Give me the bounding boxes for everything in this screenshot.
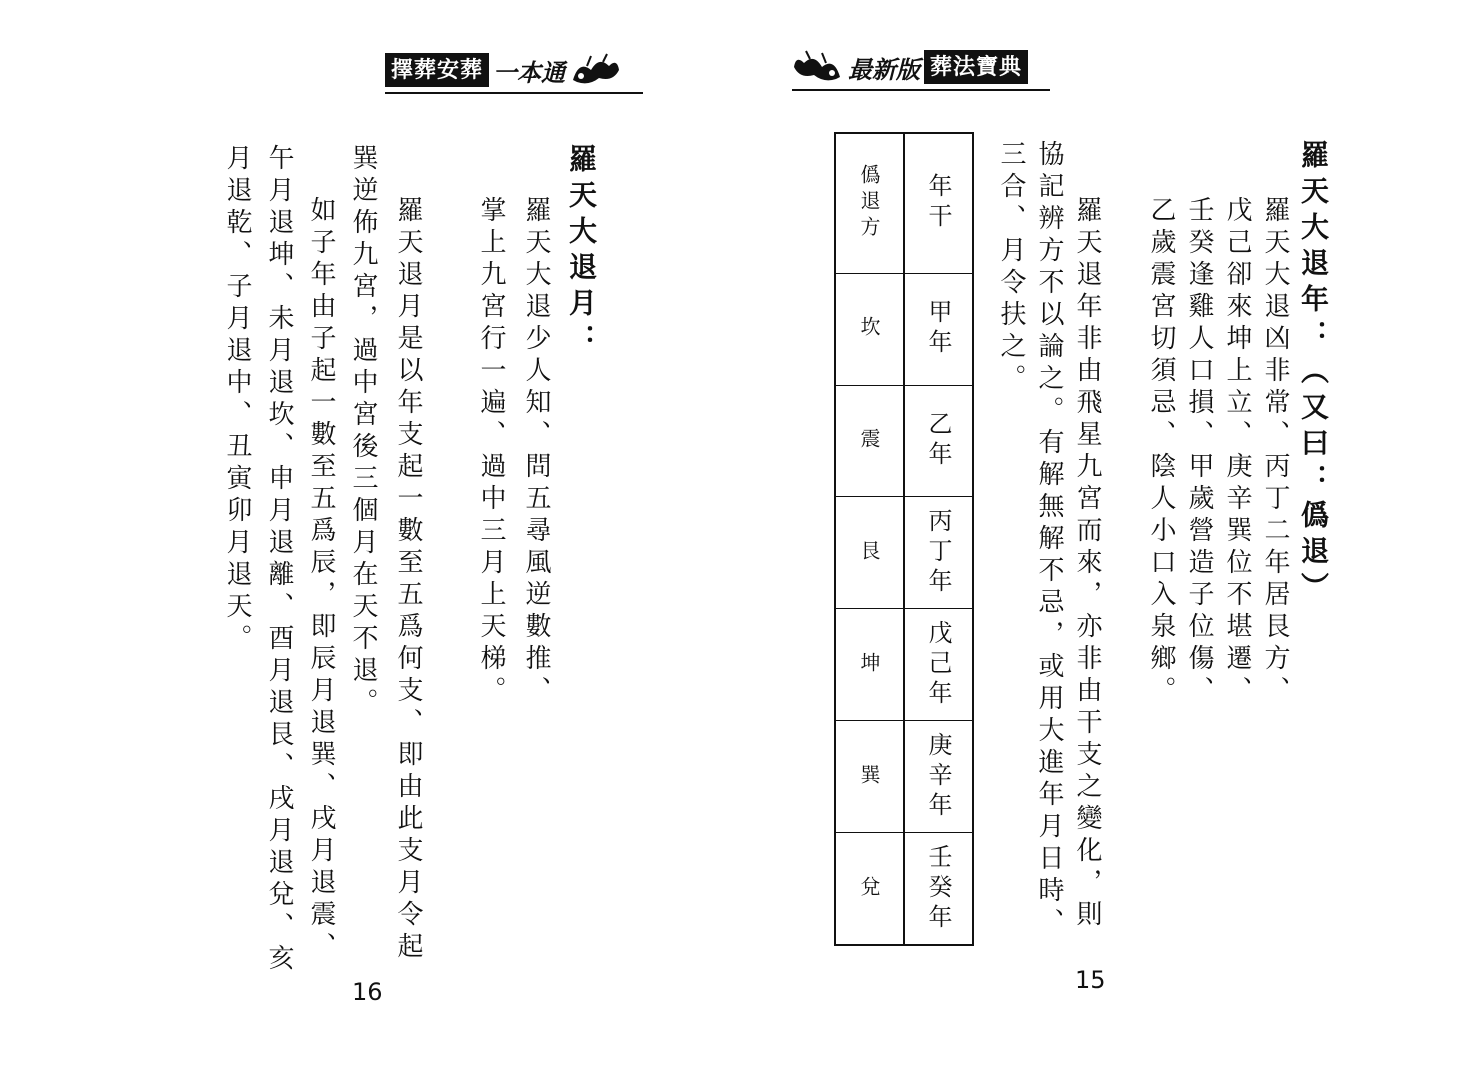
- table-cell-direction: 坎: [836, 274, 903, 386]
- table-cell-year: 庚辛年: [905, 721, 972, 833]
- table-header-year: 年干: [905, 134, 972, 274]
- right-header-box-text: 葬法寶典: [924, 50, 1028, 84]
- table-cell-direction: 巽: [836, 721, 903, 833]
- table-cell-year: 壬癸年: [924, 843, 952, 934]
- table-cell-direction: 坤: [836, 609, 903, 721]
- right-col-1: 羅天大退年：（又曰：僞退）: [1297, 140, 1330, 608]
- table-direction-column: [836, 134, 903, 944]
- dragon-icon: [569, 52, 621, 88]
- table-year-column: [903, 134, 972, 944]
- right-col-7: 協記辨方不以論之。有解無解不忌，或用大進年月日時、: [1034, 140, 1064, 940]
- right-col-3: 戊己卻來坤上立、庚辛巽位不堪遷、: [1222, 196, 1252, 708]
- right-header-text: 最新版: [848, 54, 920, 84]
- table-cell-direction: 震: [836, 386, 903, 498]
- right-col-8: 三合、月令扶之。: [996, 140, 1026, 396]
- right-header: [792, 45, 1050, 91]
- right-col-4: 壬癸逢雞人口損、甲歲營造子位傷、: [1184, 196, 1214, 708]
- left-col-7: 午月退坤、未月退坎、申月退離、酉月退艮、戌月退兌、亥: [264, 144, 294, 976]
- left-header: [385, 48, 643, 94]
- right-col-5: 乙歲震宮切須忌、陰人小口入泉鄉。: [1146, 196, 1176, 708]
- right-col-6: 羅天退年非由飛星九宮而來，亦非由干支之變化，則: [1072, 196, 1102, 932]
- right-page-number: 15: [1075, 966, 1106, 994]
- direction-table: [834, 132, 974, 946]
- left-col-8: 月退乾、子月退中、丑寅卯月退天。: [222, 144, 252, 656]
- table-header-direction: 僞退方: [836, 134, 903, 274]
- table-cell-year: 戊己年: [905, 609, 972, 721]
- left-header-text: 一本通: [493, 57, 566, 87]
- right-col-2: 羅天大退凶非常、丙丁二年居艮方、: [1260, 196, 1290, 708]
- left-col-3: 掌上九宮行一遍、過中三月上天梯。: [476, 196, 506, 708]
- left-col-1: 羅天大退月：: [565, 144, 598, 360]
- left-header-box-text: 擇葬安葬: [385, 53, 489, 87]
- right-page: [742, 0, 1484, 1080]
- table-cell-direction: 艮: [836, 497, 903, 609]
- table-cell-year: 甲年: [905, 274, 972, 386]
- table-cell-year: 乙年: [905, 386, 972, 498]
- table-cell-direction: 兌: [857, 875, 881, 902]
- dragon-icon: [792, 49, 844, 85]
- left-col-2: 羅天大退少人知、問五尋風逆數推、: [521, 196, 551, 708]
- left-page-number: 16: [352, 978, 383, 1006]
- left-col-5: 巽逆佈九宮，過中宮後三個月在天不退。: [348, 144, 378, 720]
- left-col-4: 羅天退月是以年支起一數至五爲何支、即由此支月令起: [393, 196, 423, 964]
- left-col-6: 如子年由子起一數至五爲辰，即辰月退巽、戌月退震、: [306, 196, 336, 964]
- table-cell-year: 丙丁年: [905, 497, 972, 609]
